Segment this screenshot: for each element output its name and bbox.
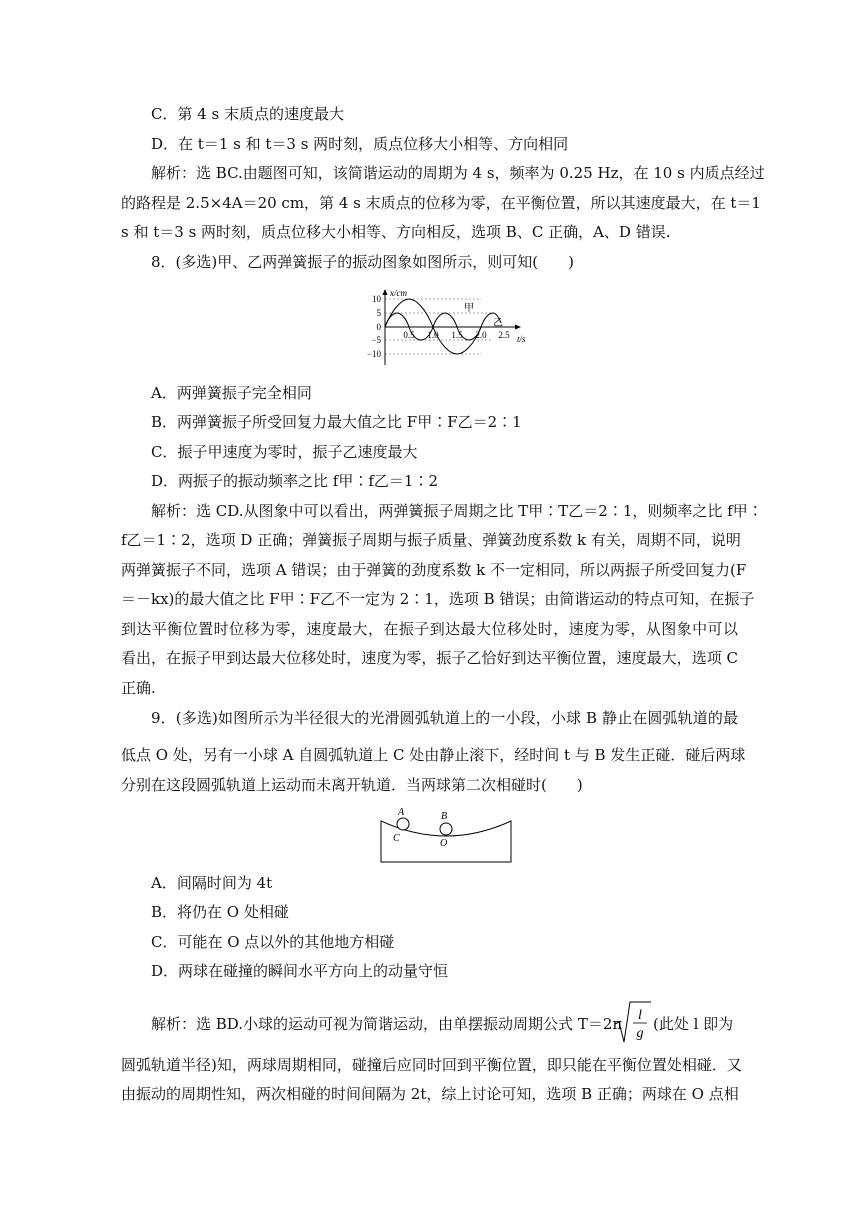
x-tick: 1.0 [427, 330, 439, 340]
explanation-7-line-2: 的路程是 2.5×4A＝20 cm，第 4 s 末质点的位移为零，在平衡位置，所以其速度最大，在 t＝1 [121, 194, 761, 212]
explanation-9-line-2: 圆弧轨道半径)知，两球周期相同，碰撞后应同时回到平衡位置，即只能在平衡位置处相碰．又 [121, 1056, 742, 1074]
explanation-9-line-3: 由振动的周期性知，两次相碰的时间间隔为 2t，综上讨论可知，选项 B 正确；两球在 O 点相 [121, 1085, 739, 1103]
explanation-8-line-7: 正确. [121, 679, 156, 697]
question-9-line-3: 分别在这段圆弧轨道上运动而未离开轨道．当两球第二次相碰时( ) [121, 776, 583, 794]
option-b-9: B．将仍在 O 处相碰 [151, 903, 289, 921]
option-d-8: D．两振子的振动频率之比 f甲∶f乙＝1∶2 [151, 472, 438, 490]
option-c-7: C．第 4 s 末质点的速度最大 [151, 105, 345, 123]
ball-a [397, 818, 409, 830]
y-tick: 5 [376, 308, 381, 318]
explanation-9-line-1 [151, 1000, 738, 1050]
explanation-7-line-1: 解析：选 BC.由题图可知，该简谐运动的周期为 4 s，频率为 0.25 Hz，在 10 s 内质点经过 [151, 164, 765, 182]
explanation-8-line-4: ＝－kx)的最大值之比 F甲∶F乙不一定为 2∶1，选项 B 错误；由简谐运动的特点可知，在振子 [121, 590, 755, 608]
formula-denominator: g [636, 1026, 644, 1041]
explanation-8-line-2: f乙＝1∶2，选项 D 正确；弹簧振子周期与振子质量、弹簧劲度系数 k 有关，周期不同，说明 [121, 531, 741, 549]
option-b-8: B．两弹簧振子所受回复力最大值之比 F甲∶F乙＝2∶1 [151, 413, 522, 431]
option-c-9: C．可能在 O 点以外的其他地方相碰 [151, 933, 395, 951]
arc-track-diagram [376, 805, 516, 867]
x-axis-label: t/s [517, 334, 526, 344]
label-o: O [440, 838, 448, 849]
explanation-9-text-a: 解析：选 BD.小球的运动可视为简谐运动，由单摆振动周期公式 T＝2π [151, 1015, 623, 1033]
explanation-8-line-5: 到达平衡位置时位移为零，速度最大，在振子到达最大位移处时，速度为零，从图象中可以 [121, 620, 738, 638]
series-label-jia: 甲 [464, 303, 474, 314]
y-tick: −5 [371, 335, 381, 345]
oscillation-graph [352, 287, 534, 375]
y-tick: 0 [376, 322, 381, 332]
y-tick: 10 [372, 294, 381, 304]
option-d-9: D．两球在碰撞的瞬间水平方向上的动量守恒 [151, 962, 449, 980]
option-c-8: C．振子甲速度为零时，振子乙速度最大 [151, 443, 418, 461]
option-d-7: D．在 t＝1 s 和 t＝3 s 两时刻，质点位移大小相等、方向相同 [151, 135, 569, 153]
question-8: 8．(多选)甲、乙两弹簧振子的振动图象如图所示，则可知( ) [151, 253, 574, 271]
question-9-line-2: 低点 O 处，另有一小球 A 自圆弧轨道上 C 处由静止滚下，经时间 t 与 B 发生正碰．碰后两球 [121, 746, 746, 764]
explanation-7-line-3: s 和 t＝3 s 两时刻，质点位移大小相等、方向相反，选项 B、C 正确，A、D 错误. [121, 223, 671, 241]
sqrt-formula [613, 1000, 653, 1046]
label-c: C [393, 833, 400, 844]
ball-b [440, 823, 452, 835]
explanation-8-line-1: 解析：选 CD.从图象中可以看出，两弹簧振子周期之比 T甲∶T乙＝2∶1，则频率之比 f甲∶ [151, 502, 763, 520]
x-tick: 1.5 [451, 330, 463, 340]
x-tick: 2.0 [475, 330, 487, 340]
explanation-9-text-b: (此处 l 即为 [653, 1015, 734, 1033]
y-tick: −10 [366, 349, 381, 359]
option-a-8: A．两弹簧振子完全相同 [151, 384, 312, 402]
x-tick: 2.5 [498, 330, 510, 340]
option-a-9: A．间隔时间为 4t [151, 874, 273, 892]
explanation-8-line-3: 两弹簧振子不同，选项 A 错误；由于弹簧的劲度系数 k 不一定相同，所以两振子所受回复力(F [121, 561, 747, 579]
explanation-8-line-6: 看出，在振子甲到达最大位移处时，速度为零，振子乙恰好到达平衡位置，速度最大，选项 C [121, 649, 738, 667]
x-tick: 0.5 [403, 330, 415, 340]
question-9-line-1: 9．(多选)如图所示为半径很大的光滑圆弧轨道上的一小段，小球 B 静止在圆弧轨道的最 [151, 709, 738, 727]
formula-numerator: l [638, 1008, 642, 1023]
label-a: A [398, 807, 405, 818]
y-axis-label: x/cm [390, 288, 407, 298]
series-label-yi: 乙 [493, 318, 503, 329]
label-b: B [441, 811, 448, 822]
